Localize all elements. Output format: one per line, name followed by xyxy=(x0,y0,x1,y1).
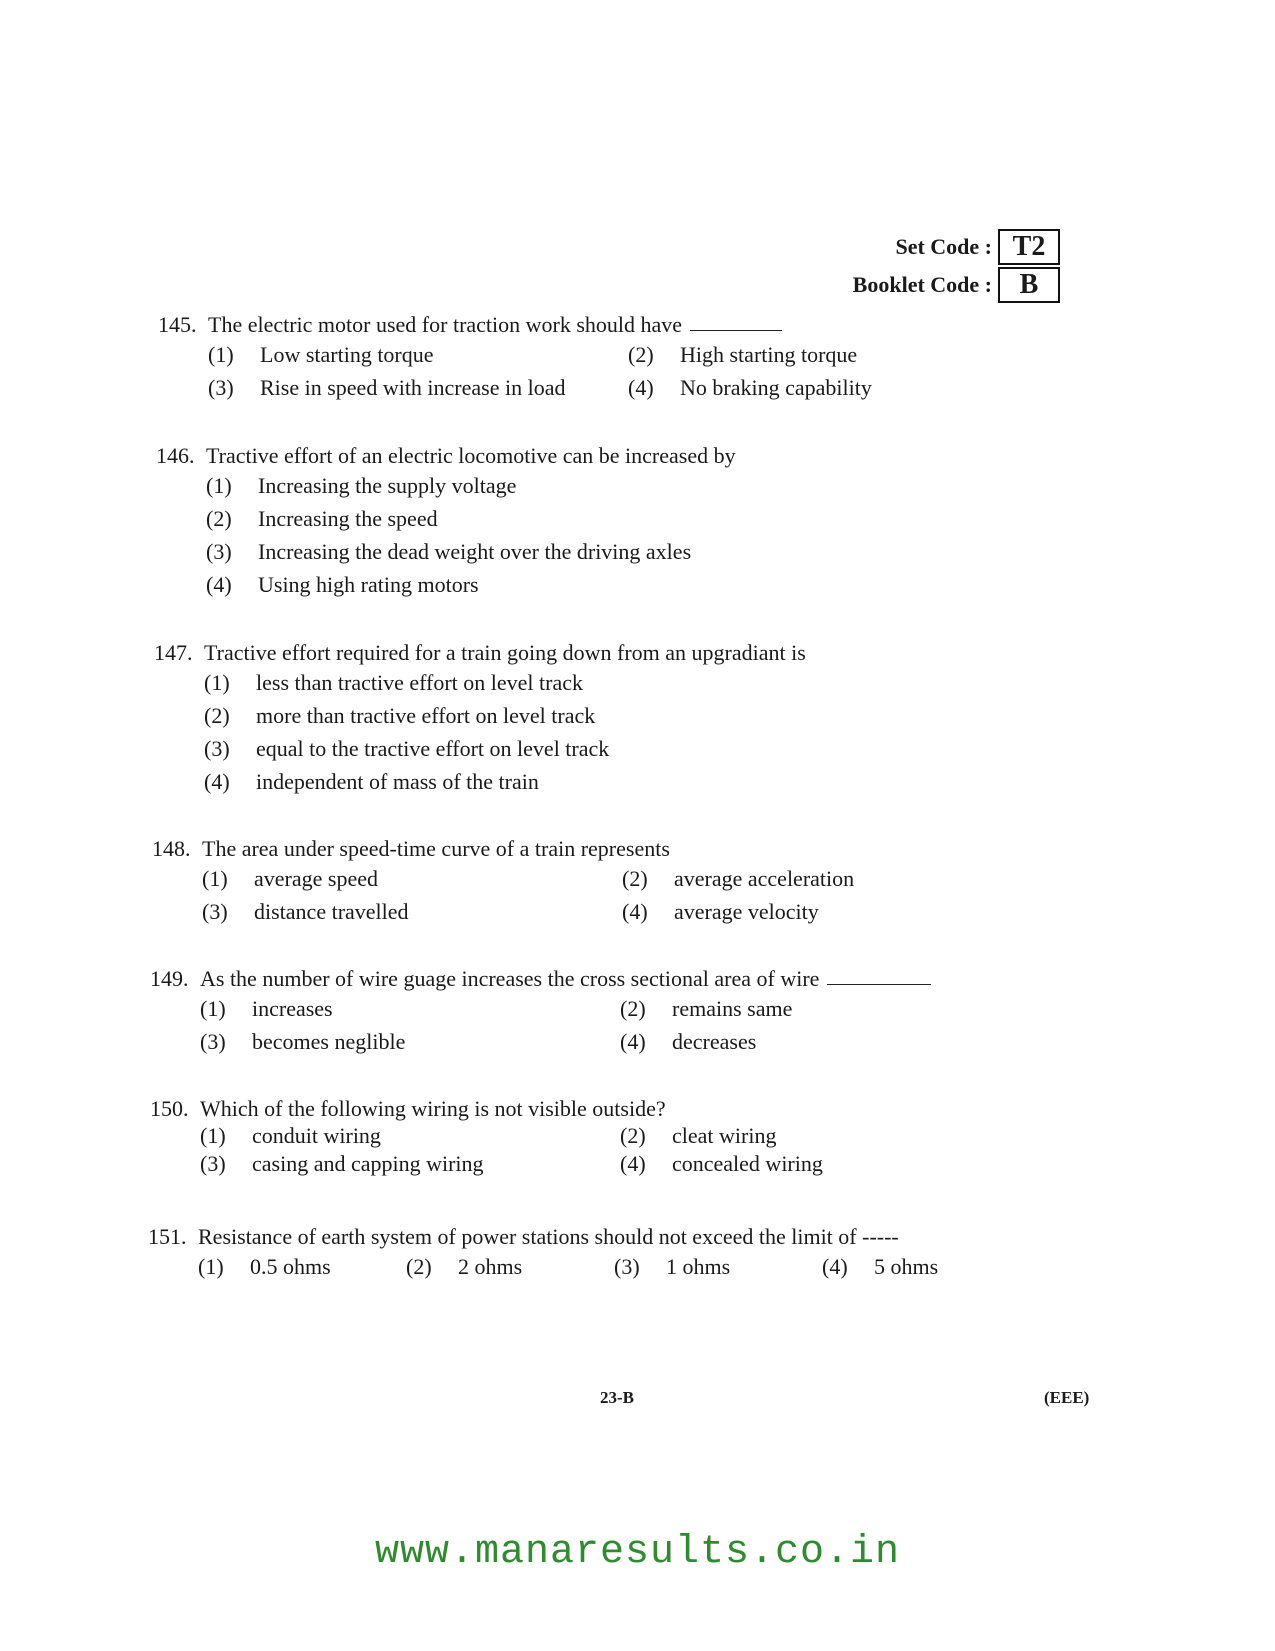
answer-blank xyxy=(827,966,931,985)
booklet-code-row xyxy=(853,266,1060,304)
option-3: (3) equal to the tractive effort on level track xyxy=(204,735,610,761)
option-2: (2) cleat wiring xyxy=(620,1123,777,1148)
option-4: (4) independent of mass of the train xyxy=(204,768,539,794)
option-4: (4) 5 ohms xyxy=(822,1253,939,1279)
option-1: (1) Low starting torque xyxy=(208,341,434,367)
option-3: (3) distance travelled xyxy=(202,898,409,924)
set-code-row xyxy=(853,228,1060,266)
option-2: (2) remains same xyxy=(620,995,793,1021)
option-1: (1) average speed xyxy=(202,865,378,891)
question-text: As the number of wire guage increases the cross sectional area of wire xyxy=(200,966,820,991)
question-text: Tractive effort required for a train going down from an upgradiant is xyxy=(204,640,806,665)
option-4: (4) decreases xyxy=(620,1028,757,1054)
question-145 xyxy=(158,312,872,404)
question-number: 150. xyxy=(150,1096,189,1121)
question-number: 148. xyxy=(152,836,191,861)
subject-code: (EEE) xyxy=(1044,1388,1090,1407)
question-147 xyxy=(154,640,806,798)
option-3: (3) Rise in speed with increase in load xyxy=(208,374,566,400)
option-1: (1) Increasing the supply voltage xyxy=(206,472,517,498)
option-1: (1) 0.5 ohms xyxy=(198,1253,331,1279)
question-149 xyxy=(150,966,931,1058)
question-text: The electric motor used for traction work should have xyxy=(208,312,683,337)
question-text: The area under speed-time curve of a train represents xyxy=(202,836,670,861)
question-151 xyxy=(148,1224,938,1283)
booklet-code-box: B xyxy=(998,267,1060,303)
codes-block xyxy=(853,228,1060,304)
question-text: Which of the following wiring is not visible outside? xyxy=(200,1096,666,1121)
question-146 xyxy=(156,443,736,601)
option-4: (4) No braking capability xyxy=(628,374,872,400)
option-3: (3) Increasing the dead weight over the driving axles xyxy=(206,538,692,564)
option-3: (3) 1 ohms xyxy=(614,1253,731,1279)
question-number: 146. xyxy=(156,443,195,468)
option-3: (3) casing and capping wiring xyxy=(200,1151,484,1176)
question-148 xyxy=(152,836,854,928)
option-4: (4) Using high rating motors xyxy=(206,571,479,597)
question-text: Resistance of earth system of power stations should not exceed the limit of ----- xyxy=(198,1224,899,1249)
option-2: (2) 2 ohms xyxy=(406,1253,523,1279)
question-text: Tractive effort of an electric locomotive can be increased by xyxy=(206,443,736,468)
question-150 xyxy=(150,1096,823,1178)
option-2: (2) Increasing the speed xyxy=(206,505,438,531)
option-4: (4) concealed wiring xyxy=(620,1151,823,1176)
option-4: (4) average velocity xyxy=(622,898,819,924)
option-1: (1) conduit wiring xyxy=(200,1123,381,1148)
question-number: 149. xyxy=(150,966,189,991)
page-number: 23-B xyxy=(600,1388,634,1407)
question-number: 145. xyxy=(158,312,197,337)
watermark-url: www.manaresults.co.in xyxy=(374,1530,901,1575)
set-code-box: T2 xyxy=(998,229,1060,265)
option-2: (2) average acceleration xyxy=(622,865,855,891)
set-code-label: Set Code : xyxy=(895,234,992,259)
question-number: 151. xyxy=(148,1224,187,1249)
option-1: (1) less than tractive effort on level track xyxy=(204,669,584,695)
option-1: (1) increases xyxy=(200,995,333,1021)
question-number: 147. xyxy=(154,640,193,665)
option-2: (2) more than tractive effort on level track xyxy=(204,702,596,728)
booklet-code-label: Booklet Code : xyxy=(852,272,992,297)
option-2: (2) High starting torque xyxy=(628,341,858,367)
answer-blank xyxy=(690,312,782,331)
option-3: (3) becomes neglible xyxy=(200,1028,406,1054)
